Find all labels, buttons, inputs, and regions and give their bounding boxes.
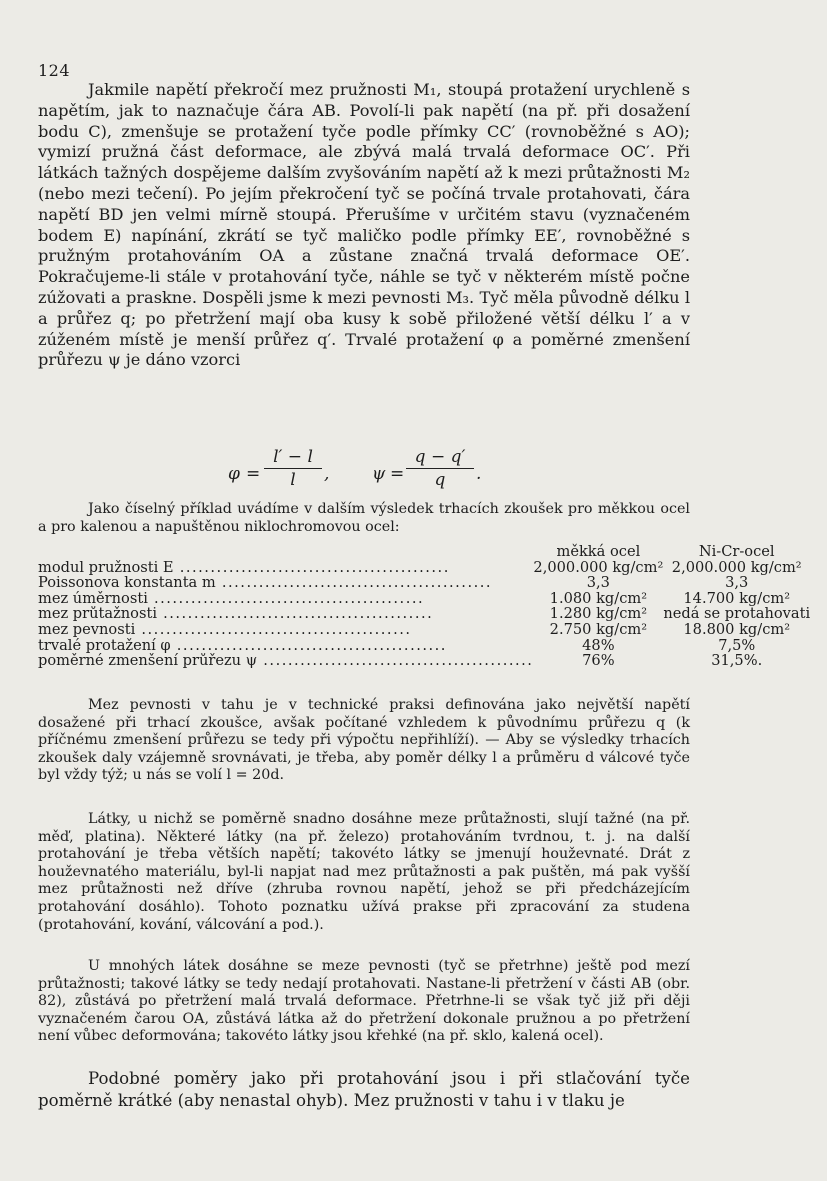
cell-ni-cr-steel: 31,5%.: [711, 652, 763, 670]
cell-soft-steel: 2,000.000 kg/cm²: [533, 558, 664, 576]
row-label: poměrné zmenšení průřezu ψ: [38, 653, 258, 669]
table-row: [38, 653, 810, 669]
row-label: mez průtažnosti: [38, 606, 157, 622]
psi-denominator: q: [434, 470, 446, 490]
psi-symbol: ψ: [372, 464, 386, 484]
cell-ni-cr-steel: nedá se protahovati: [663, 605, 811, 623]
table-row: [38, 560, 810, 576]
leader-dots: [171, 638, 447, 654]
paragraph-yield-behavior: Jakmile napětí překročí mez pružnosti M₁, stoupá protažení urychleně s napětím, jak to naznačuje čára AB. Povolí-li pak napětí (na př. při dosažení bodu C), zmenšuje se protažení tyče podle přímky CC′ (rovnoběžné s AO); vymizí pružná část deformace, ale zbývá malá trvalá deformace OC′. Při látkách tažných dospějeme dalším zvyšováním napětí až k mezi průtažnosti M₂ (nebo mezi tečení). Po jejím překročení tyč se počíná trvale protahovati, čára napětí BD jen velmi mírně stoupá. Přerušíme v určitém stavu (vyznačeném bodem E) napínání, zkrátí se tyč maličko podle přímky EE′, rovnoběžné s pružným protahováním OA a zůstane značná trvalá deformace OE′. Pokračujeme-li stále v protahování tyče, náhle se tyč v některém místě počne zúžovati a praskne. Dospěli jsme k mezi pevnosti M₃. Tyč měla původně délku l a průřez q; po přetržení mají oba kusy k sobě přiložené větší délku l′ a v zúženém místě je menší průřez q′. Trvalé protažení φ a poměrné zmenšení průřezu ψ je dáno vzorci: [38, 80, 690, 370]
phi-fraction: [264, 447, 322, 490]
paragraph-ductile-materials: Látky, u nichž se poměrně snadno dosáhne meze průtažnosti, slují tažné (na př. měď, platina). Některé látky (na př. železo) protahováním tvrdnou, t. j. na další protahování je třeba větších napětí; takovéto látky se jmenují houževnaté. Drát z houževnatého materiálu, byl-li napjat nad mez průtažnosti a pak puštěn, má pak vyšší mez průtažnosti než dříve (zhruba rovnou napětí, jehož se při předcházejícím protahování dosáhlo). Tohoto poznatku užívá prakse při zpracování za studena (protahování, kování, válcování a pod.).: [38, 811, 690, 933]
paragraph-tensile-strength: Mez pevnosti v tahu je v technické praksi definována jako největší napětí dosažené při trhací zkoušce, avšak počítané vzhledem k původnímu průřezu q (k příčnému zmenšení průřezu se tedy při výpočtu nepřihlíží). — Aby se výsledky trhacích zkoušek daly vzájemně srovnávati, je třeba, aby poměr délky l a průměru d válcové tyče byl vždy týž; u nás se volí l = 20d.: [38, 697, 690, 784]
table-row: [38, 606, 810, 622]
cell-ni-cr-steel: 2,000.000 kg/cm²: [671, 558, 802, 576]
cell-soft-steel: 1.280 kg/cm²: [549, 605, 648, 623]
leader-dots: [216, 575, 492, 591]
cell-soft-steel: 3,3: [586, 574, 610, 592]
psi-equals: =: [390, 464, 405, 484]
formula-period: .: [476, 464, 482, 484]
cell-ni-cr-steel: 18.800 kg/cm²: [683, 620, 791, 638]
cell-ni-cr-steel: 14.700 kg/cm²: [683, 589, 791, 607]
formula-block: [0, 447, 827, 497]
fraction-bar: [406, 468, 474, 469]
cell-soft-steel: 76%: [582, 652, 615, 670]
column-header-soft-steel: měkká ocel: [556, 543, 641, 560]
paragraph-example-intro: Jako číselný příklad uvádíme v dalším výsledek trhacích zkoušek pro měkkou ocel a pro kalenou a napuštěnou niklochromovou ocel:: [38, 501, 690, 535]
row-label: mez úměrnosti: [38, 590, 148, 607]
table-row: [38, 591, 810, 607]
phi-numerator: l′ − l: [273, 447, 313, 467]
row-label: Poissonova konstanta m: [38, 575, 216, 591]
phi-denominator: l: [290, 470, 296, 490]
formula-comma: ,: [324, 464, 330, 484]
table-header-row: [38, 544, 810, 560]
leader-dots: [135, 622, 411, 638]
row-label: mez pevnosti: [38, 621, 136, 638]
table-row: [38, 575, 810, 591]
cell-soft-steel: 2.750 kg/cm²: [549, 620, 648, 638]
cell-ni-cr-steel: 7,5%: [718, 636, 756, 654]
row-label: modul pružnosti E: [38, 559, 174, 576]
fraction-bar: [264, 468, 322, 469]
paragraph-compression: Podobné poměry jako při protahování jsou i při stlačování tyče poměrně krátké (aby nenastal ohyb). Mez pružnosti v tahu i v tlaku je: [38, 1069, 690, 1111]
row-label: trvalé protažení φ: [38, 637, 171, 654]
phi-equals: =: [246, 464, 261, 484]
cell-soft-steel: 48%: [582, 636, 615, 654]
page-number: 124: [38, 61, 71, 80]
table-row: [38, 622, 810, 638]
leader-dots: [174, 560, 450, 576]
material-properties-table: [38, 544, 810, 669]
cell-soft-steel: 1.080 kg/cm²: [549, 589, 648, 607]
leader-dots: [148, 591, 424, 607]
psi-fraction: [406, 447, 474, 490]
psi-numerator: q − q′: [414, 447, 466, 467]
phi-symbol: φ: [228, 464, 240, 484]
table-row: [38, 638, 810, 654]
leader-dots: [257, 653, 533, 669]
column-header-ni-cr-steel: Ni-Cr-ocel: [698, 543, 775, 560]
paragraph-brittle-materials: U mnohých látek dosáhne se meze pevnosti (tyč se přetrhne) ještě pod mezí průtažnosti; takové látky se tedy nedají protahovati. Nastane-li přetržení v části AB (obr. 82), zůstává po přetržení malá trvalá deformace. Přetrhne-li se však tyč již při ději vyznačeném čarou OA, zůstává látka až do přetržení dokonale pružnou a po přetržení není vůbec deformována; takovéto látky jsou křehké (na př. sklo, kalená ocel).: [38, 958, 690, 1045]
leader-dots: [157, 606, 433, 622]
cell-ni-cr-steel: 3,3: [725, 574, 749, 592]
